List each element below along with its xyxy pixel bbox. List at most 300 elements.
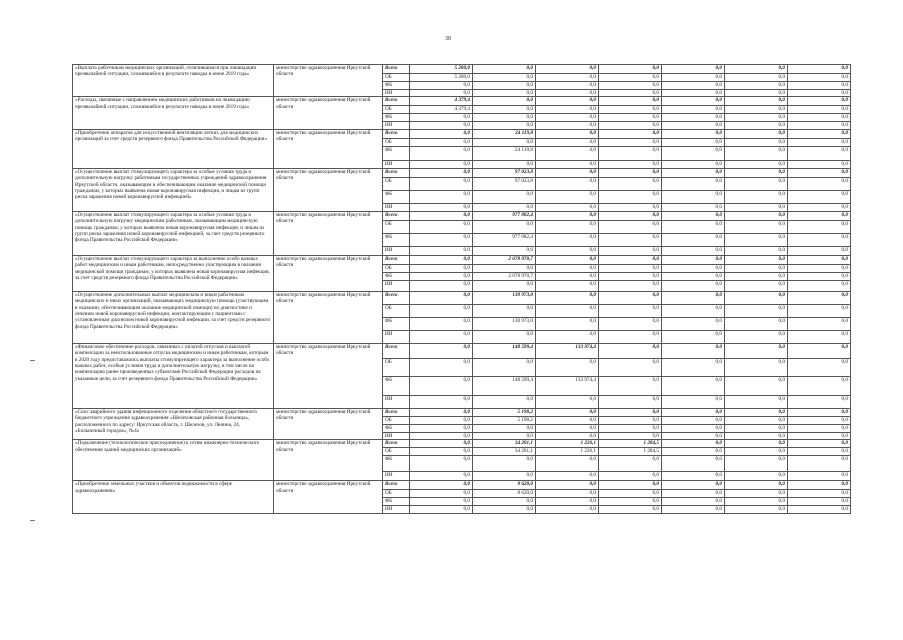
amount-cell: 0,0 xyxy=(410,220,473,233)
amount-cell: 0,0 xyxy=(599,255,662,264)
amount-cell: 0,0 xyxy=(473,264,536,272)
amount-cell: 0,0 xyxy=(662,416,725,424)
amount-cell: 8 620,0 xyxy=(473,490,536,498)
amount-cell: 1 226,1 xyxy=(536,440,599,448)
amount-cell: 0,0 xyxy=(788,65,851,74)
amount-cell: 0,0 xyxy=(410,376,473,395)
amount-cell: 0,0 xyxy=(725,114,788,122)
budget-table xyxy=(72,64,851,514)
amount-cell: 0,0 xyxy=(662,432,725,439)
amount-cell: 4 379,4 xyxy=(410,106,473,114)
table-row-total xyxy=(73,291,851,304)
executor: министерство здравоохранения Иркутской области xyxy=(274,343,383,408)
amount-cell: 0,0 xyxy=(599,233,662,246)
amount-cell: 0,0 xyxy=(662,264,725,272)
amount-cell: 0,0 xyxy=(473,506,536,514)
amount-cell: 0,0 xyxy=(788,272,851,280)
amount-cell: 0,0 xyxy=(599,264,662,272)
amount-cell: 0,0 xyxy=(410,498,473,506)
page-number: 30 xyxy=(445,36,451,42)
amount-cell: 0,0 xyxy=(788,90,851,97)
amount-cell: 0,0 xyxy=(410,358,473,376)
funding-source: ОБ xyxy=(383,220,410,233)
amount-cell: 0,0 xyxy=(536,190,599,203)
funding-source: Всего xyxy=(383,211,410,220)
amount-cell: 0,0 xyxy=(599,472,662,481)
executor: министерство здравоохранения Иркутской области xyxy=(274,97,383,129)
amount-cell: 0,0 xyxy=(725,138,788,146)
amount-cell: 0,0 xyxy=(662,122,725,129)
amount-cell: 148 599,4 xyxy=(473,376,536,395)
amount-cell: 0,0 xyxy=(662,498,725,506)
amount-cell: 0,0 xyxy=(410,114,473,122)
executor: министерство здравоохранения Иркутской области xyxy=(274,168,383,211)
amount-cell: 24 119,8 xyxy=(473,129,536,138)
funding-source: ИИ xyxy=(383,203,410,211)
amount-cell: 0,0 xyxy=(410,330,473,343)
amount-cell: 0,0 xyxy=(473,395,536,408)
event-description: «Приобретение аппаратов для искусственной вентиляции легких для медицинских организаций за счет средств резервного фонда Правительства Российской Федерации» xyxy=(73,129,274,168)
amount-cell: 0,0 xyxy=(662,408,725,416)
amount-cell: 0,0 xyxy=(599,408,662,416)
amount-cell: 0,0 xyxy=(788,138,851,146)
amount-cell: 0,0 xyxy=(788,291,851,304)
amount-cell: 8 620,0 xyxy=(473,481,536,490)
amount-cell: 133 974,4 xyxy=(536,343,599,358)
amount-cell: 4 379,4 xyxy=(410,97,473,106)
amount-cell: 0,0 xyxy=(662,190,725,203)
amount-cell: 0,0 xyxy=(536,472,599,481)
amount-cell: 0,0 xyxy=(599,168,662,177)
amount-cell: 0,0 xyxy=(662,395,725,408)
funding-source: ОБ xyxy=(383,304,410,317)
amount-cell: 0,0 xyxy=(536,114,599,122)
event-description: «Подключение (технологическое присоединение) к сетям инженерно-технического обеспечения зданий медицинских организаций» xyxy=(73,440,274,481)
amount-cell: 0,0 xyxy=(410,317,473,330)
amount-cell: 34 201,1 xyxy=(473,440,536,448)
amount-cell: 0,0 xyxy=(536,498,599,506)
amount-cell: 0,0 xyxy=(662,97,725,106)
amount-cell: 0,0 xyxy=(662,343,725,358)
amount-cell: 0,0 xyxy=(725,203,788,211)
amount-cell: 0,0 xyxy=(662,129,725,138)
amount-cell: 0,0 xyxy=(599,146,662,160)
amount-cell: 0,0 xyxy=(599,490,662,498)
funding-source: ФБ xyxy=(383,190,410,203)
funding-source: ОБ xyxy=(383,490,410,498)
amount-cell: 0,0 xyxy=(536,395,599,408)
table-row-total xyxy=(73,255,851,264)
amount-cell: 0,0 xyxy=(788,330,851,343)
funding-source: Всего xyxy=(383,129,410,138)
amount-cell: 0,0 xyxy=(662,211,725,220)
amount-cell: 0,0 xyxy=(410,481,473,490)
funding-source: ИИ xyxy=(383,90,410,97)
event-description: «Выплата работникам медицинских организаций, отличившимся при ликвидации чрезвычайной ситуации, сложившейся в результате паводка в июне 2019 года» xyxy=(73,65,274,97)
table-row-total xyxy=(73,129,851,138)
amount-cell: 0,0 xyxy=(410,264,473,272)
amount-cell: 0,0 xyxy=(599,106,662,114)
funding-source: ФБ xyxy=(383,82,410,90)
amount-cell: 0,0 xyxy=(788,376,851,395)
amount-cell: 0,0 xyxy=(788,220,851,233)
funding-source: ОБ xyxy=(383,138,410,146)
amount-cell: 0,0 xyxy=(473,330,536,343)
executor: министерство здравоохранения Иркутской области xyxy=(274,211,383,255)
amount-cell: 0,0 xyxy=(536,490,599,498)
table-row-total xyxy=(73,168,851,177)
amount-cell: 0,0 xyxy=(410,146,473,160)
amount-cell: 0,0 xyxy=(662,203,725,211)
amount-cell: 0,0 xyxy=(788,233,851,246)
amount-cell: 0,0 xyxy=(662,65,725,74)
amount-cell: 0,0 xyxy=(725,343,788,358)
amount-cell: 0,0 xyxy=(599,456,662,472)
amount-cell: 0,0 xyxy=(662,138,725,146)
amount-cell: 0,0 xyxy=(410,408,473,416)
amount-cell: 0,0 xyxy=(599,424,662,432)
amount-cell: 2 078 970,7 xyxy=(473,255,536,264)
amount-cell: 0,0 xyxy=(662,74,725,82)
event-description: «Осуществление выплат стимулирующего характера за особые условия труда и дополнительную нагрузку медицинским работникам, оказывающим медицинскую помощь гражданам, у которых выявлена новая коронавирусная инфекция, и лицам из групп риска заражения новой коронавирусной инфекцией, за счет средств резервного фонда Правительства Российской Федерации» xyxy=(73,211,274,255)
amount-cell: 0,0 xyxy=(410,424,473,432)
amount-cell: 0,0 xyxy=(410,255,473,264)
amount-cell: 0,0 xyxy=(410,272,473,280)
amount-cell: 0,0 xyxy=(788,440,851,448)
amount-cell: 0,0 xyxy=(725,90,788,97)
amount-cell: 0,0 xyxy=(536,255,599,264)
amount-cell: 0,0 xyxy=(662,506,725,514)
amount-cell: 0,0 xyxy=(473,432,536,439)
amount-cell: 0,0 xyxy=(662,490,725,498)
funding-source: ОБ xyxy=(383,448,410,456)
margin-mark xyxy=(30,520,35,521)
funding-source: ФБ xyxy=(383,272,410,280)
amount-cell: 5 198,2 xyxy=(473,408,536,416)
amount-cell: 0,0 xyxy=(473,472,536,481)
funding-source: Всего xyxy=(383,65,410,74)
amount-cell: 0,0 xyxy=(725,498,788,506)
amount-cell: 0,0 xyxy=(788,122,851,129)
amount-cell: 0,0 xyxy=(599,304,662,317)
event-description: «Расходы, связанные с направлением медицинских работников на ликвидацию чрезвычайной ситуации, сложившейся в результате паводка в июне 2019 года» xyxy=(73,97,274,129)
funding-source: Всего xyxy=(383,481,410,490)
table-row-total xyxy=(73,65,851,74)
amount-cell: 0,0 xyxy=(788,424,851,432)
amount-cell: 130 973,0 xyxy=(473,317,536,330)
amount-cell: 2 078 970,7 xyxy=(473,272,536,280)
amount-cell: 0,0 xyxy=(599,330,662,343)
amount-cell: 0,0 xyxy=(788,498,851,506)
amount-cell: 0,0 xyxy=(662,456,725,472)
amount-cell: 0,0 xyxy=(725,82,788,90)
amount-cell: 0,0 xyxy=(725,317,788,330)
amount-cell: 0,0 xyxy=(599,416,662,424)
amount-cell: 0,0 xyxy=(473,246,536,255)
amount-cell: 5 198,2 xyxy=(473,416,536,424)
amount-cell: 0,0 xyxy=(788,146,851,160)
amount-cell: 0,0 xyxy=(536,358,599,376)
amount-cell: 0,0 xyxy=(599,122,662,129)
amount-cell: 0,0 xyxy=(662,160,725,168)
amount-cell: 0,0 xyxy=(662,255,725,264)
amount-cell: 0,0 xyxy=(599,114,662,122)
funding-source: ОБ xyxy=(383,264,410,272)
amount-cell: 0,0 xyxy=(536,82,599,90)
amount-cell: 0,0 xyxy=(662,291,725,304)
executor: министерство здравоохранения Иркутской области xyxy=(274,440,383,481)
amount-cell: 0,0 xyxy=(662,272,725,280)
amount-cell: 0,0 xyxy=(599,220,662,233)
amount-cell: 0,0 xyxy=(536,317,599,330)
amount-cell: 0,0 xyxy=(788,432,851,439)
amount-cell: 0,0 xyxy=(536,122,599,129)
amount-cell: 0,0 xyxy=(536,90,599,97)
amount-cell: 0,0 xyxy=(536,168,599,177)
event-description: «Осуществление выплат стимулирующего характера за выполнение особо важных работ медицинским и иным работникам, непосредственно участвующим в оказании медицинской помощи гражданам, у которых выявлена новая коронавирусная инфекция, за счет средств резервного фонда Правительства Российской Федерации» xyxy=(73,255,274,291)
amount-cell: 0,0 xyxy=(662,481,725,490)
amount-cell: 0,0 xyxy=(662,472,725,481)
amount-cell: 0,0 xyxy=(410,203,473,211)
funding-source: ОБ xyxy=(383,358,410,376)
amount-cell: 0,0 xyxy=(599,82,662,90)
amount-cell: 0,0 xyxy=(410,177,473,190)
amount-cell: 0,0 xyxy=(536,330,599,343)
amount-cell: 0,0 xyxy=(599,376,662,395)
amount-cell: 0,0 xyxy=(662,424,725,432)
amount-cell: 0,0 xyxy=(725,506,788,514)
amount-cell: 0,0 xyxy=(473,82,536,90)
amount-cell: 0,0 xyxy=(788,416,851,424)
amount-cell: 0,0 xyxy=(662,280,725,291)
amount-cell: 0,0 xyxy=(725,255,788,264)
margin-mark xyxy=(30,360,35,361)
amount-cell: 0,0 xyxy=(788,408,851,416)
funding-source: ОБ xyxy=(383,416,410,424)
budget-table-body xyxy=(73,65,851,514)
executor: министерство здравоохранения Иркутской области xyxy=(274,65,383,97)
amount-cell: 0,0 xyxy=(536,106,599,114)
amount-cell: 0,0 xyxy=(410,448,473,456)
amount-cell: 0,0 xyxy=(536,97,599,106)
amount-cell: 0,0 xyxy=(788,395,851,408)
executor: министерство здравоохранения Иркутской области xyxy=(274,481,383,514)
funding-source: ИИ xyxy=(383,160,410,168)
amount-cell: 0,0 xyxy=(599,211,662,220)
amount-cell: 0,0 xyxy=(599,203,662,211)
amount-cell: 0,0 xyxy=(662,168,725,177)
amount-cell: 0,0 xyxy=(599,395,662,408)
table-row-total xyxy=(73,343,851,358)
amount-cell: 0,0 xyxy=(599,138,662,146)
amount-cell: 148 599,4 xyxy=(473,343,536,358)
funding-source: ФБ xyxy=(383,376,410,395)
amount-cell: 0,0 xyxy=(536,456,599,472)
amount-cell: 0,0 xyxy=(788,190,851,203)
amount-cell: 0,0 xyxy=(662,358,725,376)
funding-source: ФБ xyxy=(383,114,410,122)
amount-cell: 0,0 xyxy=(725,146,788,160)
amount-cell: 0,0 xyxy=(599,65,662,74)
amount-cell: 0,0 xyxy=(725,291,788,304)
table-row-total xyxy=(73,440,851,448)
amount-cell: 0,0 xyxy=(599,160,662,168)
amount-cell: 0,0 xyxy=(725,472,788,481)
amount-cell: 0,0 xyxy=(788,255,851,264)
amount-cell: 0,0 xyxy=(410,416,473,424)
amount-cell: 130 973,0 xyxy=(473,291,536,304)
amount-cell: 0,0 xyxy=(788,304,851,317)
amount-cell: 0,0 xyxy=(599,177,662,190)
amount-cell: 0,0 xyxy=(725,280,788,291)
amount-cell: 0,0 xyxy=(473,280,536,291)
amount-cell: 0,0 xyxy=(725,264,788,272)
amount-cell: 0,0 xyxy=(725,448,788,456)
amount-cell: 0,0 xyxy=(473,220,536,233)
amount-cell: 0,0 xyxy=(725,358,788,376)
amount-cell: 0,0 xyxy=(473,190,536,203)
executor: министерство здравоохранения Иркутской области xyxy=(274,129,383,168)
amount-cell: 0,0 xyxy=(473,456,536,472)
amount-cell: 0,0 xyxy=(473,160,536,168)
amount-cell: 0,0 xyxy=(599,317,662,330)
amount-cell: 0,0 xyxy=(788,246,851,255)
amount-cell: 0,0 xyxy=(410,160,473,168)
amount-cell: 0,0 xyxy=(725,481,788,490)
amount-cell: 0,0 xyxy=(599,74,662,82)
amount-cell: 0,0 xyxy=(788,177,851,190)
funding-source: ФБ xyxy=(383,233,410,246)
amount-cell: 0,0 xyxy=(410,122,473,129)
amount-cell: 0,0 xyxy=(725,74,788,82)
amount-cell: 0,0 xyxy=(599,498,662,506)
amount-cell: 0,0 xyxy=(536,160,599,168)
amount-cell: 0,0 xyxy=(536,203,599,211)
amount-cell: 0,0 xyxy=(536,291,599,304)
funding-source: Всего xyxy=(383,440,410,448)
executor: министерство здравоохранения Иркутской области xyxy=(274,291,383,343)
amount-cell: 0,0 xyxy=(725,65,788,74)
amount-cell: 0,0 xyxy=(473,90,536,97)
amount-cell: 0,0 xyxy=(536,74,599,82)
amount-cell: 0,0 xyxy=(410,233,473,246)
amount-cell: 0,0 xyxy=(410,291,473,304)
amount-cell: 1 284,5 xyxy=(599,448,662,456)
amount-cell: 0,0 xyxy=(725,177,788,190)
funding-source: Всего xyxy=(383,291,410,304)
amount-cell: 0,0 xyxy=(536,304,599,317)
amount-cell: 0,0 xyxy=(410,168,473,177)
amount-cell: 0,0 xyxy=(788,106,851,114)
funding-source: ФБ xyxy=(383,498,410,506)
amount-cell: 0,0 xyxy=(473,106,536,114)
amount-cell: 0,0 xyxy=(599,97,662,106)
table-row-total xyxy=(73,481,851,490)
amount-cell: 0,0 xyxy=(788,114,851,122)
amount-cell: 0,0 xyxy=(725,272,788,280)
amount-cell: 0,0 xyxy=(788,472,851,481)
amount-cell: 5 200,0 xyxy=(410,74,473,82)
amount-cell: 977 082,4 xyxy=(473,211,536,220)
amount-cell: 0,0 xyxy=(662,90,725,97)
table-row-total xyxy=(73,97,851,106)
amount-cell: 0,0 xyxy=(536,506,599,514)
event-description: «Осуществление выплат стимулирующего характера за особые условия труда и дополнительную нагрузку работникам государственных учреждений здравоохранения Иркутской области, оказывающим и обеспечивающим оказание медицинской помощи гражданам, у которых выявлена новая коронавирусная инфекция, и лицам из групп риска заражения новой коронавирусной инфекцией» xyxy=(73,168,274,211)
table-row-total xyxy=(73,408,851,416)
amount-cell: 0,0 xyxy=(410,490,473,498)
amount-cell: 0,0 xyxy=(788,280,851,291)
amount-cell: 0,0 xyxy=(599,291,662,304)
amount-cell: 0,0 xyxy=(599,90,662,97)
amount-cell: 0,0 xyxy=(473,74,536,82)
amount-cell: 0,0 xyxy=(473,122,536,129)
event-description: «Осуществление дополнительных выплат медицинским и иным работникам медицинских и иных организаций, оказывающих медицинскую помощь (участвующим в оказании, обеспечивающим оказание медицинской помощи) по диагностике и лечению новой коронавирусной инфекции, контактирующим с пациентами с установленным диагнозом новой коронавирусной инфекции, за счет средств резервного фонда Правительства Российской Федерации» xyxy=(73,291,274,343)
funding-source: ФБ xyxy=(383,317,410,330)
amount-cell: 0,0 xyxy=(725,304,788,317)
amount-cell: 0,0 xyxy=(725,190,788,203)
amount-cell: 0,0 xyxy=(662,114,725,122)
amount-cell: 0,0 xyxy=(788,203,851,211)
amount-cell: 0,0 xyxy=(536,264,599,272)
funding-source: ИИ xyxy=(383,432,410,439)
amount-cell: 0,0 xyxy=(725,440,788,448)
executor: министерство здравоохранения Иркутской области xyxy=(274,255,383,291)
funding-source: Всего xyxy=(383,168,410,177)
amount-cell: 0,0 xyxy=(536,416,599,424)
amount-cell: 0,0 xyxy=(599,358,662,376)
amount-cell: 0,0 xyxy=(725,233,788,246)
amount-cell: 0,0 xyxy=(788,74,851,82)
amount-cell: 0,0 xyxy=(788,264,851,272)
amount-cell: 0,0 xyxy=(725,432,788,439)
amount-cell: 1 284,5 xyxy=(599,440,662,448)
amount-cell: 0,0 xyxy=(788,456,851,472)
amount-cell: 0,0 xyxy=(473,65,536,74)
funding-source: ФБ xyxy=(383,456,410,472)
amount-cell: 0,0 xyxy=(662,448,725,456)
amount-cell: 0,0 xyxy=(725,106,788,114)
amount-cell: 0,0 xyxy=(725,408,788,416)
funding-source: ФБ xyxy=(383,146,410,160)
amount-cell: 0,0 xyxy=(410,246,473,255)
amount-cell: 0,0 xyxy=(662,146,725,160)
table-row-total xyxy=(73,211,851,220)
amount-cell: 0,0 xyxy=(536,211,599,220)
amount-cell: 0,0 xyxy=(410,211,473,220)
amount-cell: 0,0 xyxy=(662,246,725,255)
amount-cell: 0,0 xyxy=(410,138,473,146)
amount-cell: 0,0 xyxy=(410,343,473,358)
amount-cell: 0,0 xyxy=(473,138,536,146)
amount-cell: 0,0 xyxy=(473,203,536,211)
amount-cell: 0,0 xyxy=(788,82,851,90)
funding-source: Всего xyxy=(383,343,410,358)
amount-cell: 0,0 xyxy=(788,343,851,358)
amount-cell: 0,0 xyxy=(662,177,725,190)
amount-cell: 0,0 xyxy=(473,97,536,106)
amount-cell: 0,0 xyxy=(410,395,473,408)
amount-cell: 0,0 xyxy=(599,481,662,490)
amount-cell: 24 119,8 xyxy=(473,146,536,160)
amount-cell: 0,0 xyxy=(536,408,599,416)
amount-cell: 0,0 xyxy=(599,343,662,358)
funding-source: ИИ xyxy=(383,395,410,408)
amount-cell: 0,0 xyxy=(410,506,473,514)
funding-source: ОБ xyxy=(383,106,410,114)
amount-cell: 0,0 xyxy=(725,168,788,177)
funding-source: ИИ xyxy=(383,280,410,291)
amount-cell: 0,0 xyxy=(410,280,473,291)
